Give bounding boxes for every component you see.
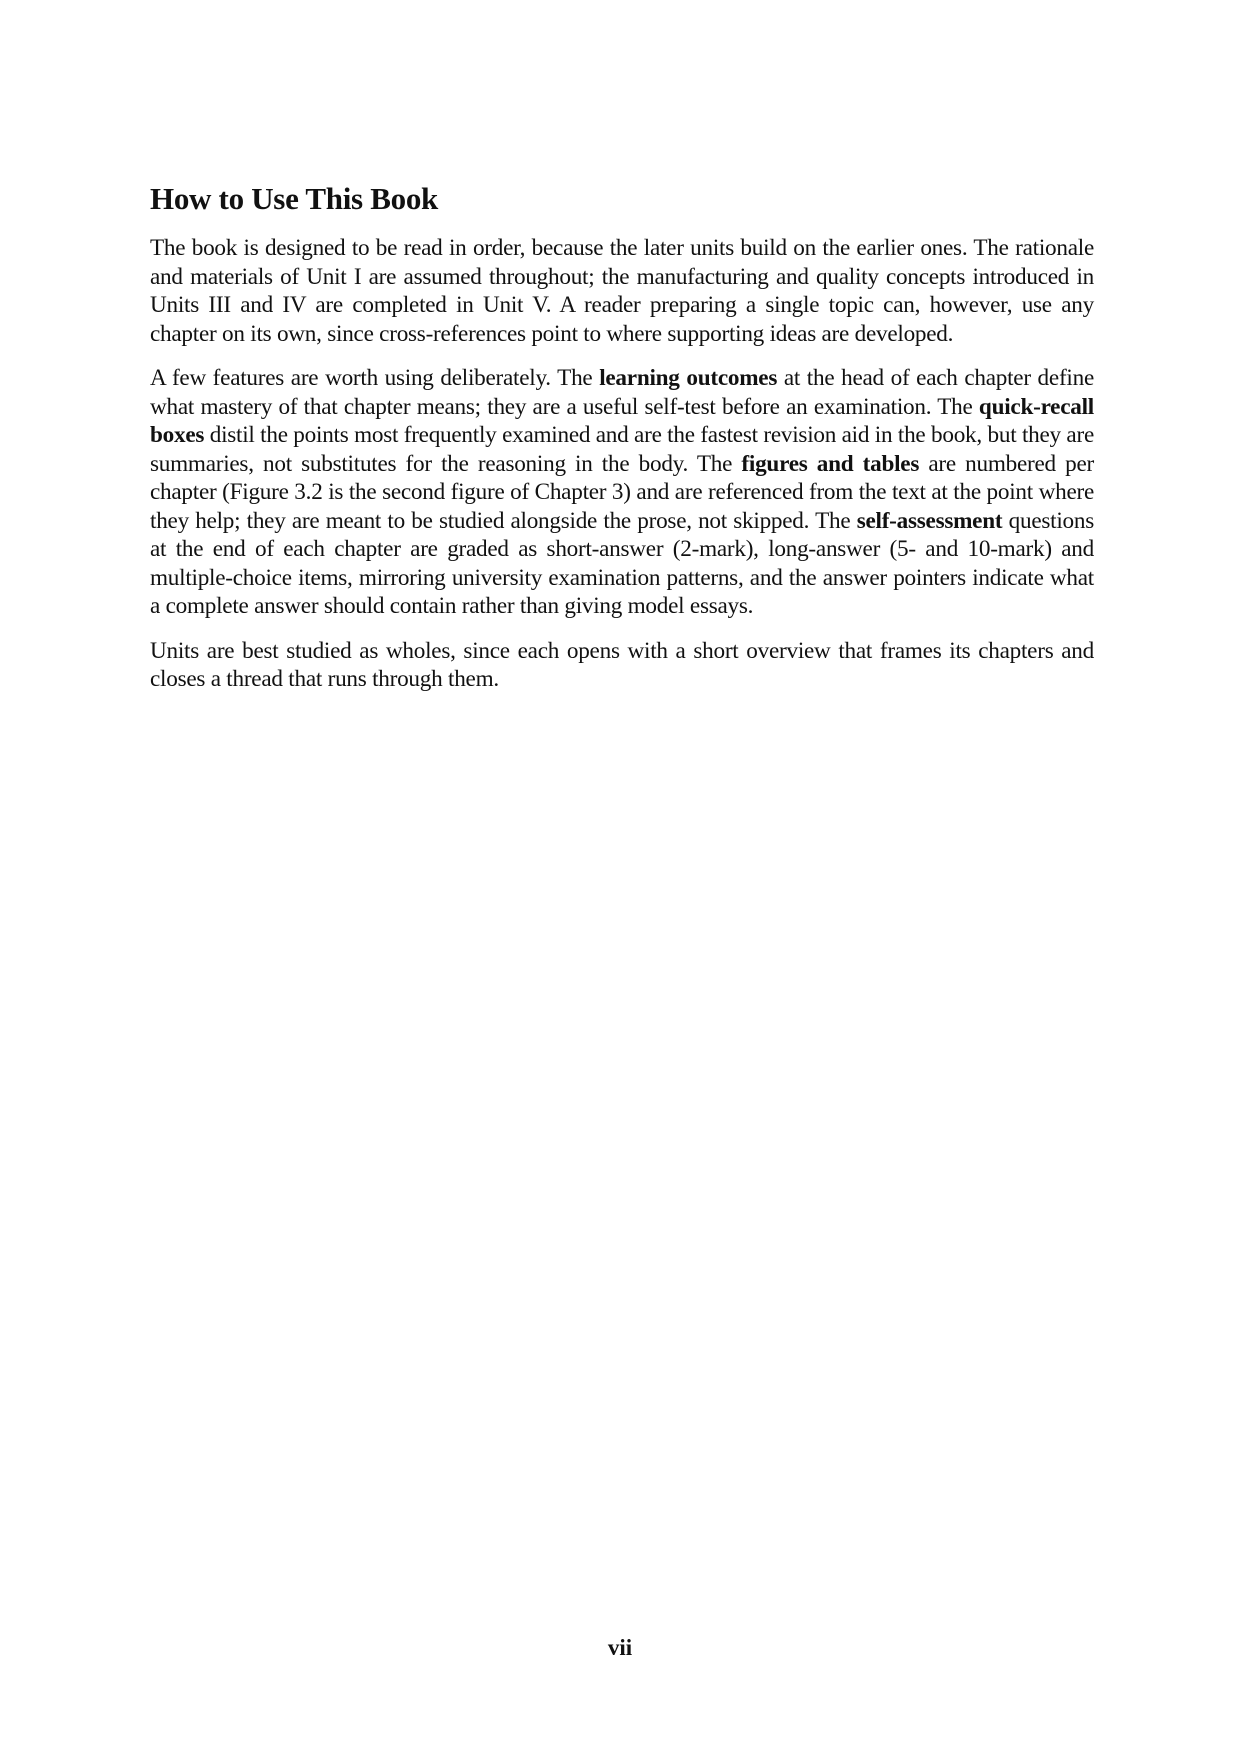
paragraph-features [150,364,1094,621]
figures-and-tables-term: figures and tables [741,450,920,477]
section-heading: How to Use This Book [150,181,438,216]
paragraph-features-text-5: questions at the end of each chapter are graded as short-answer (2-mark), long-answer (5- and 10-mark) and multiple-choice items, mirroring university examination patterns, and the answer pointers indicate what a complete answer should contain rather than giving model essays. [150,507,1094,619]
paragraph-reading-order: The book is designed to be read in order, because the later units build on the earlier ones. The rationale and materials of Unit I are assumed throughout; the manufacturing and quality concepts introduced in Units III and IV are completed in Unit V. A reader preparing a single topic can, however, use any chapter on its own, since cross-references point to where supporting ideas are developed. [150,235,1094,347]
page-content [150,178,1094,710]
paragraph-features-text-1: A few features are worth using deliberately. The [150,365,600,391]
paragraph-features-text-2: at the head of each chapter define what mastery of that chapter means; they are a useful self-test before an examination. The [150,365,1094,420]
paragraph-units: Units are best studied as wholes, since each opens with a short overview that frames its chapters and closes a thread that runs through them. [150,637,1094,692]
self-assessment-term: self-assessment [856,507,1003,534]
paragraph-features-text-3: distil the points most frequently examined and are the fastest revision aid in the book, but they are summaries, not substitutes for the reasoning in the body. The [150,422,1094,477]
page-number: vii [607,1635,633,1660]
quick-recall-boxes-term: quick-recall boxes [150,393,1094,448]
learning-outcomes-term: learning outcomes [599,365,778,391]
paragraph-features-text-4: are numbered per chapter (Figure 3.2 is the second figure of Chapter 3) and are referenced from the text at the point where they help; they are meant to be studied alongside the prose, not skipped. The [150,450,1094,534]
